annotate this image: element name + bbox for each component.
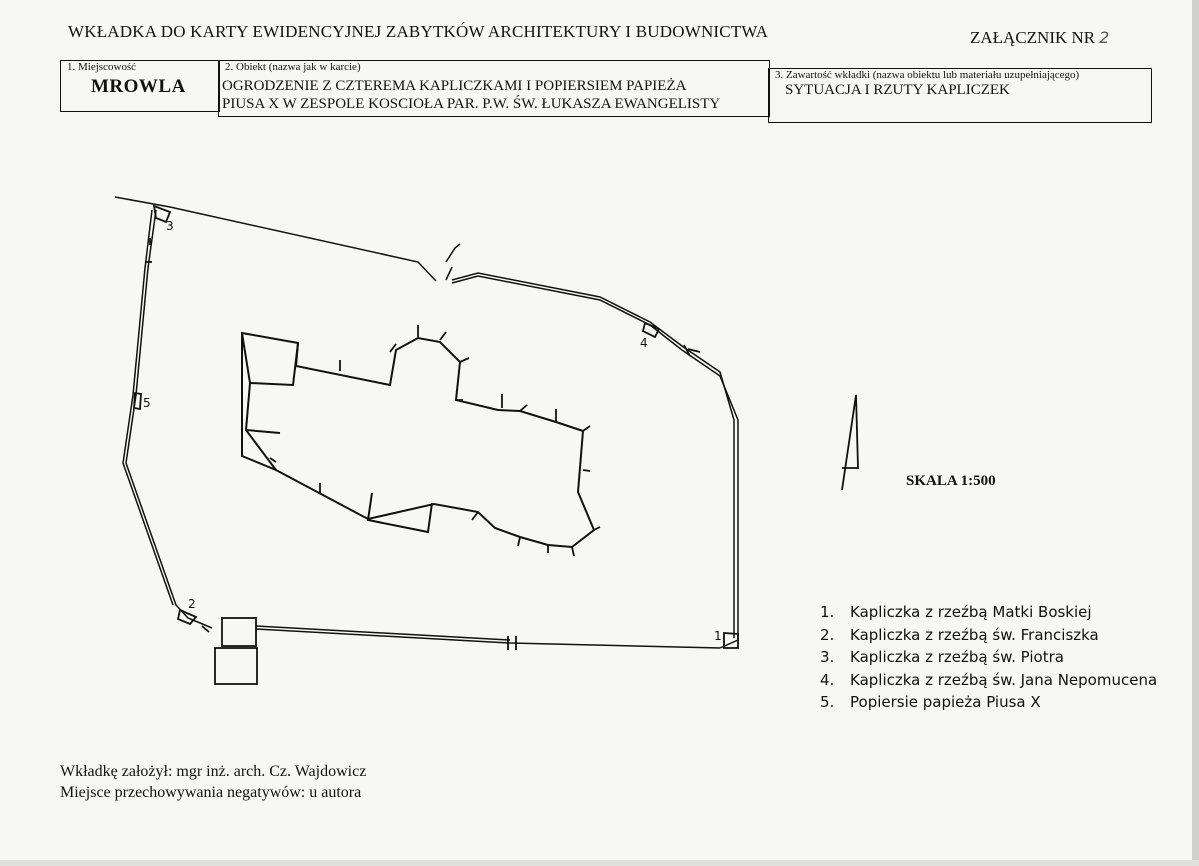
author-note: Wkładkę założył: mgr inż. arch. Cz. Wajdowicz [60,763,367,780]
legend-number: 3. [820,648,835,666]
fence-west [126,210,212,628]
fence-northeast-inner [452,273,734,638]
storage-note: Miejsce przechowywania negatywów: u autora [60,784,362,801]
marker-1: 1 [714,629,722,643]
gate-house-upper [222,618,256,646]
legend-number: 2. [820,625,835,644]
legend-number: 1. [820,603,835,621]
north-arrow [842,395,858,490]
locality-value: MROWLA [91,76,186,97]
legend-item [820,648,1157,671]
legend-text: Kapliczka z rzeźbą św. Franciszka [850,625,1099,644]
marker-5: 5 [143,396,151,410]
document-title: WKŁADKA DO KARTY EWIDENCYJNEJ ZABYTKÓW ARCHITEKTURY I BUDOWNICTWA [68,22,769,41]
annex-label-text: ZAŁĄCZNIK NR [970,28,1096,47]
legend-text: Kapliczka z rzeźbą św. Piotra [850,648,1064,666]
gate-house-lower [215,648,257,684]
legend-list [820,603,1157,716]
church-buttresses [270,325,600,556]
fence-south-inner [256,626,510,640]
fence-gate [446,244,460,280]
marker-3: 3 [166,219,174,233]
locality-label: 1. Miejscowość [67,61,137,73]
fence-northeast [452,276,738,648]
legend-text: Popiersie papieża Piusa X [850,693,1041,711]
legend-item [820,693,1157,716]
object-value-line-2: PIUSA X W ZESPOLE KOSCIOŁA PAR. P.W. ŚW. ŁUKASZA EWANGELISTY [222,96,721,112]
church-side-chapel [250,343,298,385]
content-value: SYTUACJA I RZUTY KAPLICZEK [785,82,1010,98]
legend-number: 5. [820,693,835,711]
annex-number: 2 [1099,28,1110,47]
legend-number: 4. [820,670,835,689]
content-label: 3. Zawartość wkładki (nazwa obiektu lub materiału uzupełniającego) [775,69,1080,81]
scale-label: SKALA 1:500 [906,473,996,489]
legend-text: Kapliczka z rzeźbą Matki Boskiej [850,603,1092,621]
legend-text: Kapliczka z rzeźbą św. Jana Nepomucena [850,670,1158,689]
legend-item [820,626,1157,649]
legend-item [820,603,1157,626]
marker-2: 2 [188,597,196,611]
object-value-line-1: OGRODZENIE Z CZTEREMA KAPLICZKAMI I POPIERSIEM PAPIEŻA [222,78,687,94]
fence-ticks [145,238,700,650]
object-label: 2. Obiekt (nazwa jak w karcie) [225,61,361,73]
marker-4: 4 [640,336,648,350]
legend-item [820,671,1157,694]
